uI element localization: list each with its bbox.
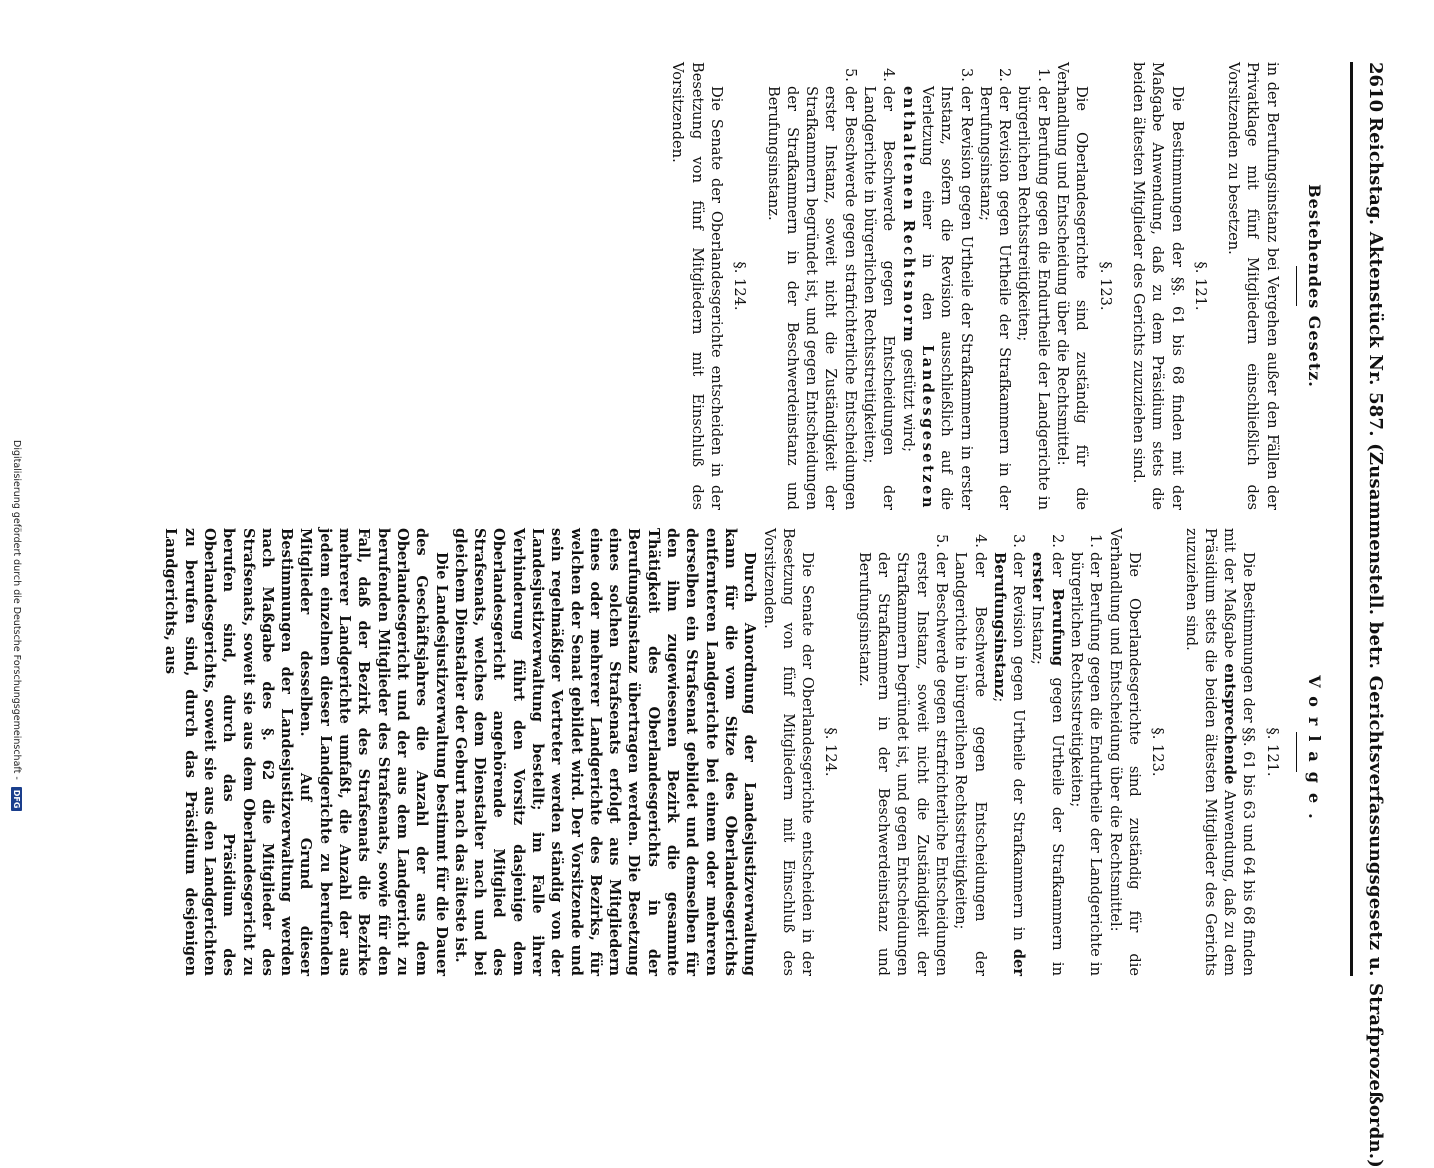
title-rule bbox=[1296, 732, 1297, 772]
list-item: 5. der Beschwerde gegen strafrichterliche Entscheidungen erster Instanz, soweit nicht die Zuständigkeit der Strafkammern begründet ist, und gegen Entscheidungen der Strafkammern in der Beschwerdeinstanz und Berufungsinstanz. bbox=[764, 68, 859, 510]
column-existing-law bbox=[668, 62, 1338, 510]
title-rule bbox=[1296, 266, 1297, 306]
running-head-title: Reichstag. Aktenstück Nr. 587. (Zusammenstell. betr. Gerichtsverfassungsgesetz u. Strafprozeßordn.) bbox=[1365, 117, 1386, 1168]
section-123-intro: Die Oberlandesgerichte sind zuständig für die Verhandlung und Entscheidung über die Rechtsmittel: bbox=[1106, 528, 1143, 976]
list-item: 2. der Berufung gegen Urtheile der Strafkammern in erster Instanz; bbox=[1029, 534, 1066, 976]
section-123-label: §. 123. bbox=[1096, 261, 1114, 311]
section-124-label: §. 124. bbox=[731, 261, 749, 311]
list-item: 1. der Berufung gegen die Endurtheile der Landgerichte in bürgerlichen Rechtsstreitigkeiten; bbox=[1068, 534, 1105, 976]
header-rule bbox=[1350, 62, 1353, 976]
list-item: 2. der Revision gegen Urtheile der Strafkammern in der Berufungsinstanz; bbox=[976, 68, 1014, 510]
list-item: 1. der Berufung gegen die Endurtheile der Landgerichte in bürgerlichen Rechtsstreitigkeiten; bbox=[1015, 68, 1052, 510]
section-123-label: §. 123. bbox=[1149, 727, 1167, 777]
list-item: 3. der Revision gegen Urtheile der Strafkammern in der Berufungsinstanz; bbox=[990, 534, 1028, 976]
list-item: 4. der Beschwerde gegen Entscheidungen der Landgerichte in bürgerlichen Rechtsstreitigkeiten; bbox=[952, 534, 989, 976]
digitization-credit bbox=[11, 440, 22, 1000]
section-121-label: §. 121. bbox=[1191, 261, 1209, 311]
continuation-text: in der Berufungsinstanz bei Vergehen außer den Fällen der Privatklage mit fünf Mitgliedern einschließlich des Vorsitzenden zu besetzen. bbox=[1225, 62, 1281, 510]
list-item: 5. der Beschwerde gegen strafrichterliche Entscheidungen erster Instanz, soweit nicht die Zuständigkeit der Strafkammern begründet ist, und gegen Entscheidungen der Strafkammern in der Beschwerdeinstanz und Berufungsinstanz. bbox=[855, 534, 950, 976]
section-124-paragraph-2: Durch Anordnung der Landesjustizverwaltung kann für die vom Sitze des Oberlandesgerichts entfernteren Landgerichte bei einem oder mehreren derselben ein Strafsenat gebildet und demselben für den ihm zugewiesenen Bezirk die gesammte Thätigkeit des Oberlandesgerichts in der Berufungsinstanz übertragen werden. Die Besetzung eines solchen Strafsenats erfolgt aus Mitgliedern eines oder mehrerer Landgerichte des Bezirks, für welchen der Senat gebildet wird. Der Vorsitzende und sein regelmäßiger Vertreter werden ständig von der Landesjustizverwaltung bestellt; im Falle ihrer Verhinderung führt den Vorsitz dasjenige dem Oberlandesgericht angehörende Mitglied des Strafsenats, welches dem Dienstalter nach und bei gleichem Dienstalter der Geburt nach das älteste ist. bbox=[451, 528, 759, 976]
section-121-label: §. 121. bbox=[1263, 727, 1281, 777]
credit-text: Digitalisierung gefördert durch die Deutsche Forschungsgemeinschaft - bbox=[11, 440, 22, 780]
section-124-paragraph-3: Die Landesjustizverwaltung bestimmt für die Dauer des Geschäftsjahres die Anzahl der aus dem Oberlandesgericht und der aus dem Landgericht zu berufenden Mitglieder des Strafsenats, sowie für den Fall, daß der Bezirk des Strafsenats die Bezirke mehrerer Landgerichte umfaßt, die Anzahl der aus jedem einzelnen dieser Landgerichte zu berufenden Mitglieder desselben. Auf Grund dieser Bestimmungen der Landesjustizverwaltung werden nach Maßgabe des §. 62 die Mitglieder des Strafsenats, soweit sie aus dem Oberlandesgericht zu berufen sind, durch das Präsidium des Oberlandesgerichts, soweit sie aus den Landgerichten zu berufen sind, durch das Präsidium desjenigen Landgerichts, aus bbox=[162, 528, 450, 976]
section-124-text: Die Senate der Oberlandesgerichte entscheiden in der Besetzung von fünf Mitgliedern mit Einschluß des Vorsitzenden. bbox=[669, 62, 725, 510]
section-124-text: Die Senate der Oberlandesgerichte entscheiden in der Besetzung von fünf Mitgliedern mit Einschluß des Vorsitzenden. bbox=[760, 528, 817, 976]
column-proposal bbox=[161, 528, 1338, 976]
running-head bbox=[1356, 62, 1386, 1168]
section-124-label: §. 124. bbox=[822, 727, 840, 777]
section-123-list bbox=[854, 528, 1105, 976]
page-number: 2610 bbox=[1365, 62, 1386, 113]
column-title-proposal: Vorlage. bbox=[1305, 675, 1324, 829]
column-title-existing-law: Bestehendes Gesetz. bbox=[1305, 184, 1324, 388]
list-item: 4. der Beschwerde gegen Entscheidungen der Landgerichte in bürgerlichen Rechtsstreitigkeiten; bbox=[861, 68, 898, 510]
dfg-logo: DFG bbox=[11, 787, 22, 812]
section-121-text: Die Bestimmungen der §§. 61 bis 68 finden mit der Maßgabe Anwendung, daß zu dem Präsidium stets die beiden ältesten Mitglieder des Gerichts zuzuziehen sind. bbox=[1129, 62, 1186, 510]
list-item: 3. der Revision gegen Urtheile der Strafkammern in erster Instanz, sofern die Revision ausschließlich auf die Verletzung einer in den Landesgesetzen enthaltenen Rechtsnorm gestützt wird; bbox=[899, 68, 975, 510]
section-123-list bbox=[763, 62, 1052, 510]
section-121-text: Die Bestimmungen der §§. 61 bis 63 und 64 bis 68 finden mit der Maßgabe entsprechende Anwendung, daß zu dem Präsidium stets die beiden ältesten Mitglieder des Gerichts zuzuziehen sind. bbox=[1182, 528, 1258, 977]
section-123-intro: Die Oberlandesgerichte sind zuständig für die Verhandlung und Entscheidung über die Rechtsmittel: bbox=[1054, 62, 1091, 510]
